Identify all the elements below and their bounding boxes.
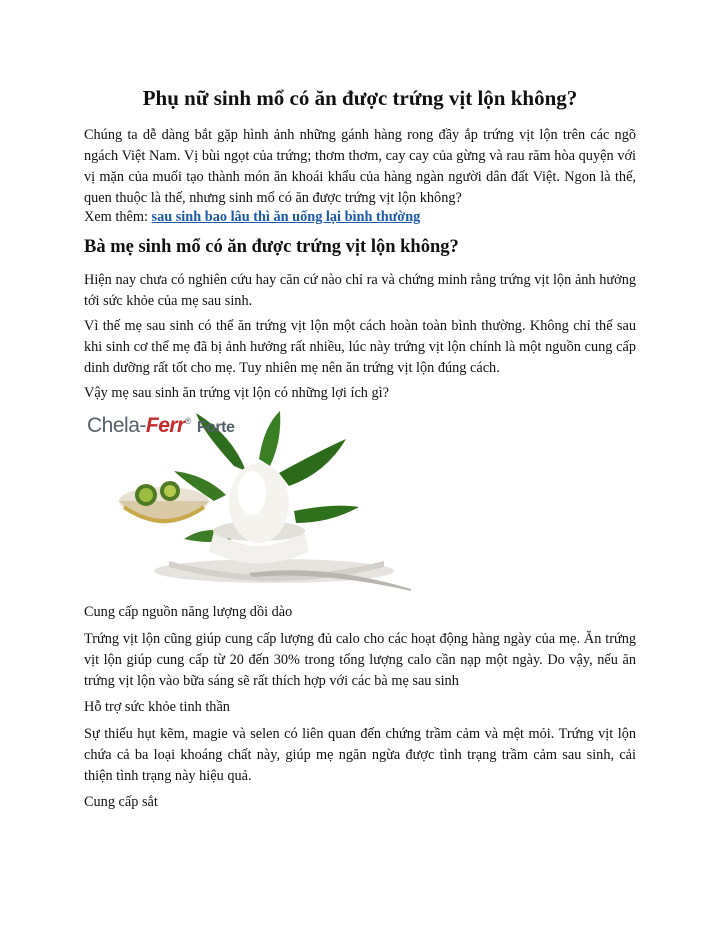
see-more-label: Xem thêm: — [84, 209, 152, 225]
paragraph-can-eat: Vì thế mẹ sau sinh có thể ăn trứng vịt lộn một cách hoàn toàn bình thường. Không chỉ thế sau khi sinh cơ thể mẹ đã bị ảnh hưởng rất nhiều, lúc này trứng vịt lộn chính là một nguồn cung cấp dinh dưỡng rất tốt cho mẹ. Tuy nhiên mẹ nên ăn trứng vịt lộn đúng cách. — [84, 318, 636, 376]
benefit-iron-title: Cung cấp sắt — [84, 794, 158, 810]
paragraph-no-research: Hiện nay chưa có nghiên cứu hay căn cứ nào chỉ ra và chứng minh rằng trứng vịt lộn ảnh hưởng tới sức khỏe của mẹ sau sinh. — [84, 272, 636, 309]
benefits-question: Vậy mẹ sau sinh ăn trứng vịt lộn có những lợi ích gì? — [84, 385, 389, 401]
duck-egg-illustration — [84, 411, 411, 591]
benefit-energy-text: Trứng vịt lộn cũng giúp cung cấp lượng đủ calo cho các hoạt động hàng ngày của mẹ. Ăn trứng vịt lộn giúp cung cấp từ 20 đến 30% trong tổng lượng calo cần nạp một ngày. Do vậy, nếu ăn trứng vịt lộn vào bữa sáng sẽ rất thích hợp với các bà mẹ sau sinh — [84, 631, 636, 689]
duck-egg-photo — [84, 411, 411, 591]
benefit-mental-title: Hỗ trợ sức khỏe tinh thần — [84, 699, 230, 715]
see-more-line — [84, 207, 636, 228]
benefit-energy-title: Cung cấp nguồn năng lượng dồi dào — [84, 604, 293, 620]
brand-watermark: Chela-Ferr® Forte — [87, 414, 235, 437]
intro-paragraph: Chúng ta dễ dàng bắt gặp hình ảnh những gánh hàng rong đầy ắp trứng vịt lộn trên các ngõ ngách Việt Nam. Vị bùi ngọt của trứng; thơm thơm, cay cay của gừng và rau răm hòa quyện với vị mặn của muối tạo thành món ăn khoái khẩu của hàng ngàn người dân đất Việt. Ngon là thế, quen thuộc là thế, nhưng sinh mổ có ăn được trứng vịt lộn không? — [84, 127, 636, 206]
see-more-link[interactable]: sau sinh bao lâu thì ăn uống lại bình thường — [151, 209, 421, 225]
benefit-mental-text: Sự thiếu hụt kẽm, magie và selen có liên quan đến chứng trầm cảm và mệt mỏi. Trứng vịt lộn chứa cả ba loại khoáng chất này, giúp mẹ ngăn ngừa được tình trạng trầm cảm sau sinh, cải thiện tình trạng này hiệu quả. — [84, 726, 636, 784]
article-title: Phụ nữ sinh mổ có ăn được trứng vịt lộn không? — [142, 86, 578, 110]
section-heading: Bà mẹ sinh mổ có ăn được trứng vịt lộn không? — [84, 237, 459, 257]
